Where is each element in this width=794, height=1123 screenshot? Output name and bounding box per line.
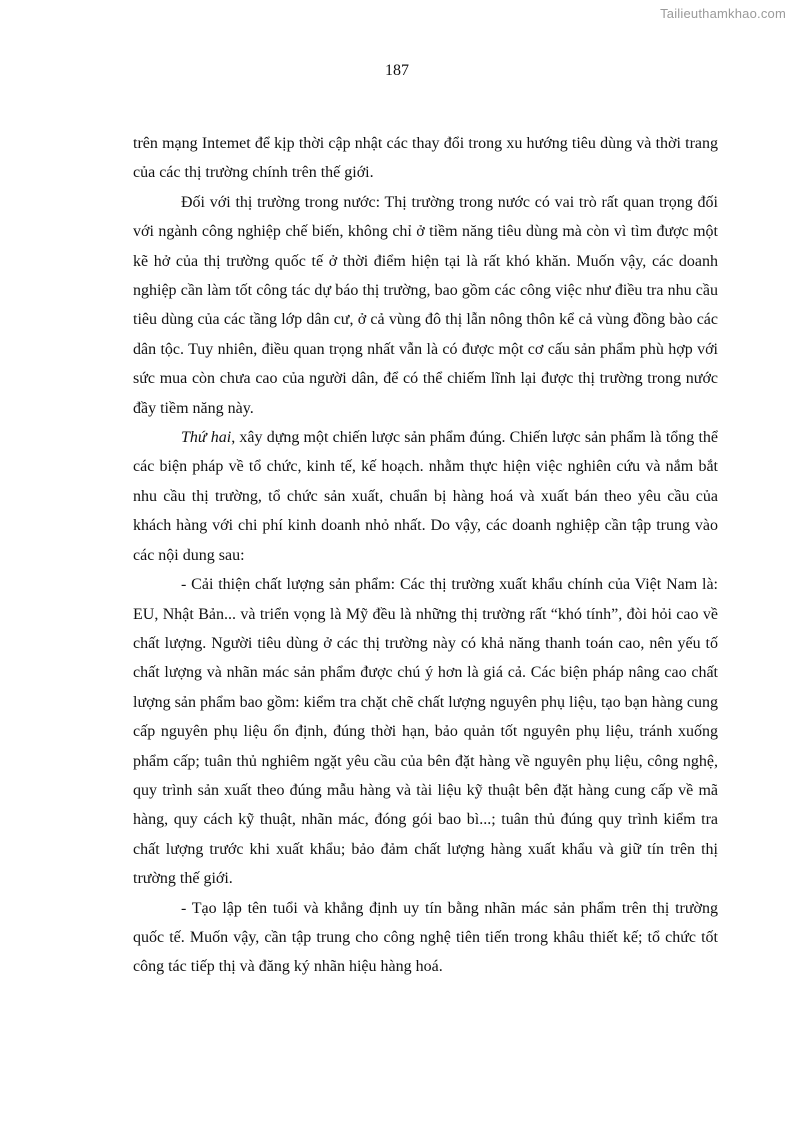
watermark: Tailieuthamkhao.com <box>660 6 786 21</box>
document-body <box>133 129 718 982</box>
paragraph-2 <box>133 188 718 423</box>
page-number: 187 <box>385 62 409 79</box>
paragraph-5-text: - Tạo lập tên tuổi và khẳng định uy tín bằng nhãn mác sản phẩm trên thị trường quốc tế. Muốn vậy, cần tập trung cho công nghệ tiên tiến trong khâu thiết kế; tổ chức tốt công tác tiếp thị và đăng ký nhãn hiệu hàng hoá. <box>133 899 718 976</box>
paragraph-3 <box>133 423 718 570</box>
paragraph-1 <box>133 129 718 188</box>
paragraph-3-text: , xây dựng một chiến lược sản phẩm đúng. Chiến lược sản phẩm là tổng thể các biện pháp về tổ chức, kinh tế, kế hoạch. nhằm thực hiện việc nghiên cứu và nắm bắt nhu cầu thị trường, tổ chức sản xuất, chuẩn bị hàng hoá và xuất bán theo yêu cầu của khách hàng với chi phí kinh doanh nhỏ nhất. Do vậy, các doanh nghiệp cần tập trung vào các nội dung sau: <box>133 429 718 564</box>
paragraph-1-text: trên mạng Intemet để kịp thời cập nhật các thay đổi trong xu hướng tiêu dùng và thời trang của các thị trường chính trên thế giới. <box>133 135 718 182</box>
paragraph-4 <box>133 570 718 893</box>
paragraph-4-text: - Cải thiện chất lượng sản phẩm: Các thị trường xuất khẩu chính của Việt Nam là: EU, Nhật Bản... và triển vọng là Mỹ đều là những thị trường rất “khó tính”, đòi hỏi cao về chất lượng. Người tiêu dùng ở các thị trường này có khả năng thanh toán cao, nên yếu tố chất lượng và nhãn mác sản phẩm được chú ý hơn là giá cả. Các biện pháp nâng cao chất lượng sản phẩm bao gồm: kiểm tra chặt chẽ chất lượng nguyên phụ liệu, tạo bạn hàng cung cấp nguyên phụ liệu ổn định, đúng thời hạn, bảo quản tốt nguyên phụ liệu, tránh xuống phẩm cấp; tuân thủ nghiêm ngặt yêu cầu của bên đặt hàng về nguyên phụ liệu, công nghệ, quy trình sản xuất theo đúng mẫu hàng và tài liệu kỹ thuật bên đặt hàng cung cấp về mã hàng, quy cách kỹ thuật, nhãn mác, đóng gói bao bì...; tuân thủ đúng quy trình kiểm tra chất lượng trước khi xuất khẩu; bảo đảm chất lượng hàng xuất khẩu và giữ tín trên thị trường thế giới. <box>133 576 718 888</box>
paragraph-5 <box>133 894 718 982</box>
paragraph-3-lead: Thứ hai <box>181 429 232 447</box>
paragraph-2-text: Đối với thị trường trong nước: Thị trường trong nước có vai trò rất quan trọng đối với ngành công nghiệp chế biến, không chỉ ở tiềm năng tiêu dùng mà còn vì tìm được một kẽ hở của thị trường quốc tế ở thời điểm hiện tại là rất khó khăn. Muốn vậy, các doanh nghiệp cần làm tốt công tác dự báo thị trường, bao gồm các công việc như điều tra nhu cầu tiêu dùng của các tầng lớp dân cư, ở cả vùng đô thị lẫn nông thôn kể cả vùng đồng bào các dân tộc. Tuy nhiên, điều quan trọng nhất vẫn là có được một cơ cấu sản phẩm phù hợp với sức mua còn chưa cao của người dân, để có thể chiếm lĩnh lại được thị trường trong nước đầy tiềm năng này. <box>133 193 718 417</box>
